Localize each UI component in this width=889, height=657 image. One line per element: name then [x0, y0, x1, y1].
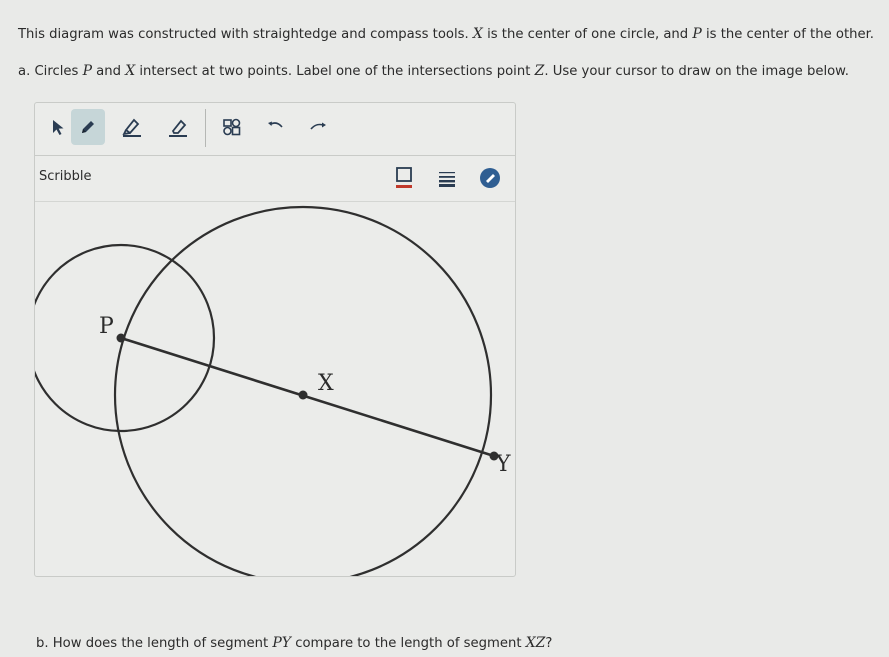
shapes-tool[interactable] — [215, 109, 249, 145]
math-var: X — [125, 63, 136, 79]
eraser-icon — [166, 116, 190, 138]
segment-py — [121, 338, 494, 456]
pencil-icon — [78, 117, 98, 137]
redo-tool[interactable] — [301, 109, 335, 145]
question-intro: This diagram was constructed with straightedge and compass tools. X is the center of one circle, and P is the center of the other. — [18, 26, 875, 42]
question-part-a: a. Circles P and X intersect at two points. Label one of the intersections point Z. Use your cursor to draw on the image below. — [18, 63, 849, 79]
math-var: XZ — [525, 635, 546, 651]
highlighter-tool[interactable] — [115, 109, 149, 145]
question-part-b: b. How does the length of segment PY compare to the length of segment XZ? — [36, 635, 553, 651]
label-x: X — [318, 371, 334, 396]
highlighter-icon — [120, 116, 144, 138]
redo-arrow-icon — [308, 120, 328, 134]
math-var: P — [82, 63, 92, 79]
cursor-arrow-icon — [50, 118, 66, 136]
math-var: Z — [534, 63, 545, 79]
label-p: P — [99, 314, 114, 339]
drawing-toolbar — [35, 103, 515, 156]
select-tool[interactable] — [41, 109, 75, 145]
shapes-icon — [222, 117, 242, 137]
drawing-panel — [34, 102, 516, 577]
eraser-tool[interactable] — [161, 109, 195, 145]
pen-color-control[interactable] — [389, 163, 419, 193]
pen-color-icon — [393, 166, 415, 190]
mode-label: Scribble — [39, 169, 92, 184]
toolbar-divider — [205, 109, 206, 147]
point-x — [299, 391, 308, 400]
math-var: X — [472, 26, 483, 42]
math-var: PY — [272, 635, 292, 651]
line-weight-control[interactable] — [432, 163, 462, 193]
tool-options-bar — [35, 155, 515, 202]
pen-tool[interactable] — [71, 109, 105, 145]
undo-arrow-icon — [266, 120, 286, 134]
color-picker-control[interactable] — [475, 163, 505, 193]
drawing-canvas[interactable] — [35, 202, 515, 576]
label-y: Y — [496, 452, 511, 477]
color-picker-icon — [478, 166, 502, 190]
line-weight-icon — [437, 169, 457, 187]
math-var: P — [692, 26, 702, 42]
point-p — [117, 334, 126, 343]
undo-tool[interactable] — [259, 109, 293, 145]
geometry-diagram — [35, 202, 515, 576]
